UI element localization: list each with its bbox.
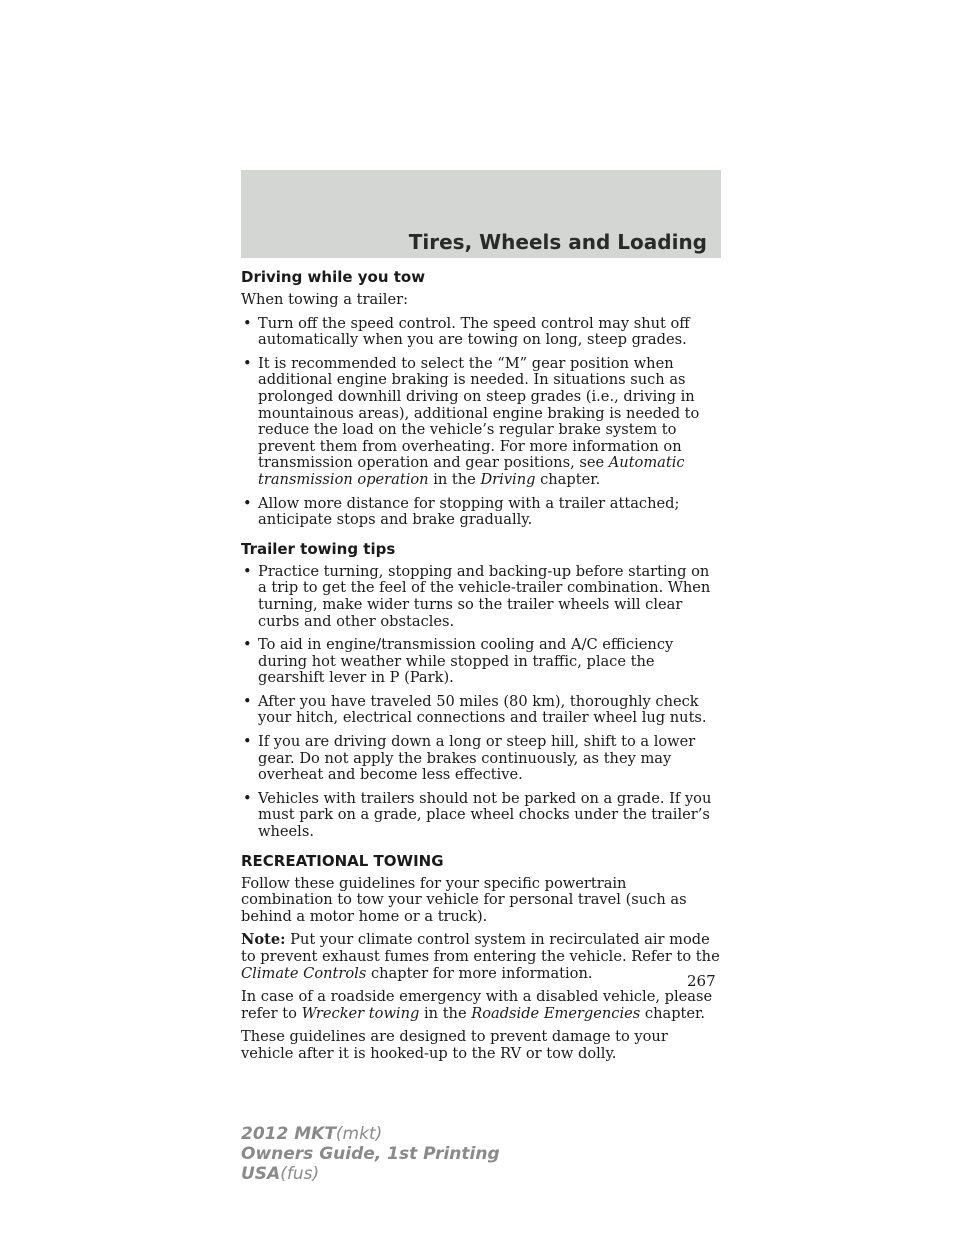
- section-heading-driving-while-tow: Driving while you tow: [241, 268, 426, 286]
- footer-line-region: USA(fus): [241, 1164, 320, 1184]
- page-number: 267: [687, 972, 716, 990]
- list-item: • Allow more distance for stopping with a trailer attached; anticipate stops and brake gradually.: [243, 494, 680, 529]
- trailer-tips-list: [241, 564, 721, 841]
- bullet-icon: •: [243, 789, 252, 807]
- footer-line-guide: Owners Guide, 1st Printing: [241, 1144, 500, 1164]
- bullet-icon: •: [243, 354, 252, 372]
- cross-reference: Roadside Emergencies: [471, 1004, 641, 1022]
- bullet-icon: •: [243, 636, 252, 654]
- bullet-icon: •: [243, 494, 252, 512]
- bullet-icon: •: [243, 692, 252, 710]
- paragraph: These guidelines are designed to prevent damage to your vehicle after it is hooked-up to the RV or tow dolly.: [241, 1028, 668, 1062]
- list-item: • If you are driving down a long or steep hill, shift to a lower gear. Do not apply the brakes continuously, as they may overheat and become less effective.: [243, 733, 696, 784]
- paragraph: Follow these guidelines for your specific powertrain combination to tow your vehicle for personal travel (such as behind a motor home or a truck).: [241, 874, 687, 925]
- document-footer: [241, 1124, 500, 1184]
- cross-reference: Wrecker towing: [301, 1004, 420, 1022]
- paragraph: In case of a roadside emergency with a disabled vehicle, please refer to Wrecker towing in the Roadside Emergencies chapter.: [241, 988, 713, 1022]
- bullet-icon: •: [243, 733, 252, 751]
- list-item: • Practice turning, stopping and backing-up before starting on a trip to get the feel of the vehicle-trailer combination. When turning, make wider turns so the trailer wheels will clear curbs and other obstacles.: [243, 562, 711, 630]
- cross-reference: Automatic transmission operation: [258, 454, 685, 488]
- footer-line-model: 2012 MKT(mkt): [241, 1124, 383, 1144]
- cross-reference: Climate Controls: [241, 964, 367, 982]
- list-item: • To aid in engine/transmission cooling and A/C efficiency during hot weather while stopped in traffic, place the gearshift lever in P (Park).: [243, 636, 674, 687]
- page-content: [241, 268, 721, 1070]
- cross-reference: Driving: [480, 470, 536, 488]
- note-paragraph: Note: Put your climate control system in recirculated air mode to prevent exhaust fumes from entering the vehicle. Refer to the Climate Controls chapter for more information.: [241, 931, 720, 982]
- driving-tips-list: [241, 316, 721, 529]
- bullet-icon: •: [243, 314, 252, 332]
- list-item: • After you have traveled 50 miles (80 km), thoroughly check your hitch, electrical connections and trailer wheel lug nuts.: [243, 692, 707, 727]
- section-heading-recreational-towing: RECREATIONAL TOWING: [241, 851, 444, 870]
- note-label: Note:: [241, 931, 286, 949]
- section-heading-trailer-towing-tips: Trailer towing tips: [241, 539, 396, 558]
- bullet-icon: •: [243, 562, 252, 580]
- chapter-header-band: [241, 170, 721, 258]
- list-item: • It is recommended to select the “M” gear position when additional engine braking is needed. In situations such as prolonged downhill driving on steep grades (i.e., driving in mountainous areas), additional engine braking is needed to reduce the load on the vehicle’s regular brake system to prevent them from overheating. For more information on transmission operation and gear positions, see Automatic transmission operation in the Driving chapter.: [243, 354, 700, 488]
- list-item: • Vehicles with trailers should not be parked on a grade. If you must park on a grade, place wheel chocks under the trailer’s wheels.: [243, 789, 712, 841]
- list-item: • Turn off the speed control. The speed control may shut off automatically when you are towing on long, steep grades.: [243, 314, 690, 349]
- section-intro: When towing a trailer:: [241, 291, 409, 308]
- chapter-title: Tires, Wheels and Loading: [408, 230, 707, 254]
